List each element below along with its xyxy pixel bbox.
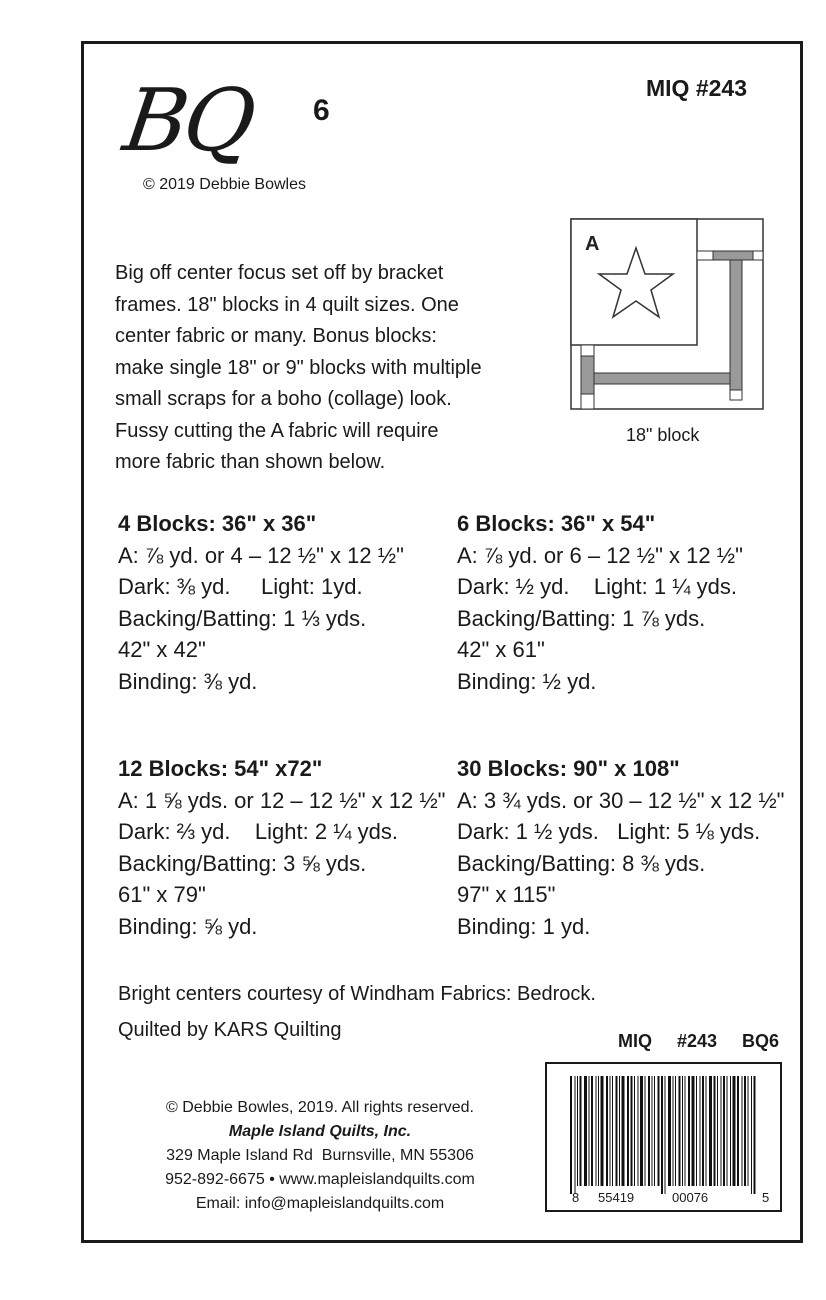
email-line: Email: info@mapleislandquilts.com xyxy=(195,1195,445,1212)
barcode-bar xyxy=(744,1076,746,1186)
size-heading: 4 Blocks: 36" x 36" xyxy=(118,511,317,536)
size-line: Binding: ½ yd. xyxy=(457,668,597,694)
quilting-credit: Quilted by KARS Quilting xyxy=(118,1019,342,1041)
barcode-bar xyxy=(665,1076,666,1194)
size-line: A: ⅞ yd. or 6 – 12 ½" x 12 ½" xyxy=(457,542,743,568)
barcode-bar xyxy=(692,1076,695,1186)
barcode-bar xyxy=(737,1076,739,1186)
publisher-address xyxy=(120,1096,520,1216)
barcode-bar xyxy=(688,1076,690,1186)
size-line: Backing/Batting: 1 ⅞ yds. xyxy=(457,605,706,631)
copyright-top: © 2019 Debbie Bowles xyxy=(143,176,306,193)
barcode-bar xyxy=(584,1076,587,1186)
fabric-credit: Bright centers courtesy of Windham Fabrics: Bedrock. xyxy=(118,983,596,1005)
barcode-bar xyxy=(638,1076,639,1186)
barcode-bar xyxy=(751,1076,752,1194)
barcode-bar xyxy=(577,1076,578,1186)
size-6-blocks xyxy=(457,508,743,697)
barcode-bar xyxy=(570,1076,572,1194)
barcode-bar xyxy=(673,1076,674,1186)
size-12-blocks xyxy=(118,753,445,942)
pattern-number-bottom: MIQ #243 BQ6 xyxy=(618,1031,780,1051)
description-line: frames. 18" blocks in 4 quilt sizes. One xyxy=(115,293,459,316)
barcode-bar xyxy=(658,1076,660,1186)
barcode-bar xyxy=(575,1076,576,1194)
barcode-bar xyxy=(706,1076,707,1186)
barcode-bar xyxy=(591,1076,593,1186)
barcode-bar xyxy=(631,1076,633,1186)
size-line: Backing/Batting: 1 ⅓ yds. xyxy=(118,605,367,631)
barcode-bar xyxy=(610,1076,611,1186)
size-line: Dark: 1 ½ yds. Light: 5 ⅛ yds. xyxy=(457,819,761,844)
brand-logo xyxy=(117,71,355,188)
barcode-bar xyxy=(606,1076,608,1186)
barcode-bar xyxy=(652,1076,653,1186)
description-line: make single 18" or 9" blocks with multiple xyxy=(115,356,482,379)
barcode-bar xyxy=(601,1076,604,1186)
size-line: A: 1 ⅝ yds. or 12 – 12 ½" x 12 ½" xyxy=(118,787,446,813)
size-line: A: 3 ¾ yds. or 30 – 12 ½" x 12 ½" xyxy=(457,787,785,813)
street-address: 329 Maple Island Rd Burnsville, MN 55306 xyxy=(166,1147,474,1164)
barcode-bar xyxy=(709,1076,712,1186)
description-line: small scraps for a boho (collage) look. xyxy=(115,388,452,410)
logo-text: BQ xyxy=(117,71,258,171)
size-line: Dark: ½ yd. Light: 1 ¼ yds. xyxy=(457,574,738,599)
barcode-bar xyxy=(619,1076,620,1186)
barcode-digits-right: 00076 xyxy=(672,1190,709,1205)
barcode-bar xyxy=(714,1076,716,1186)
description-line: Big off center focus set off by bracket xyxy=(115,262,444,284)
size-heading: 6 Blocks: 36" x 54" xyxy=(457,511,656,536)
barcode-bar xyxy=(622,1076,625,1186)
barcode-bar xyxy=(721,1076,722,1186)
barcode-bar xyxy=(596,1076,597,1186)
barcode-bar xyxy=(668,1076,671,1186)
size-line: Dark: ⅜ yd. Light: 1yd. xyxy=(118,574,363,599)
barcode-bar xyxy=(730,1076,731,1186)
barcode-digit-check: 5 xyxy=(762,1190,770,1205)
size-line: 42" x 61" xyxy=(457,637,545,662)
pattern-description xyxy=(115,258,555,479)
description-line: center fabric or many. Bonus blocks: xyxy=(115,325,437,347)
barcode-bar xyxy=(661,1076,663,1194)
size-line: A: ⅞ yd. or 4 – 12 ½" x 12 ½" xyxy=(118,542,404,568)
barcode-bar xyxy=(733,1076,736,1186)
barcode-bar xyxy=(648,1076,650,1186)
size-line: Binding: 1 yd. xyxy=(457,913,591,939)
barcode-bar xyxy=(675,1076,676,1186)
barcode-bar xyxy=(682,1076,683,1186)
barcode-bar xyxy=(612,1076,613,1186)
size-line: 42" x 42" xyxy=(118,637,206,662)
description-line: more fabric than shown below. xyxy=(115,451,386,473)
barcode-bar xyxy=(634,1076,635,1186)
barcode-bar xyxy=(702,1076,704,1186)
size-line: 97" x 115" xyxy=(457,882,556,907)
logo-superscript: 6 xyxy=(313,94,330,127)
barcode-bar xyxy=(717,1076,718,1186)
block-caption: 18" block xyxy=(626,425,700,445)
size-line: 61" x 79" xyxy=(118,882,206,907)
barcode-bar xyxy=(727,1076,728,1186)
barcode-bar xyxy=(700,1076,701,1186)
barcode-bar xyxy=(598,1076,599,1186)
block-label: A xyxy=(585,233,600,255)
barcode-bar xyxy=(640,1076,643,1186)
barcode-digits-left: 55419 xyxy=(598,1190,635,1205)
barcode-bar xyxy=(654,1076,655,1186)
block-diagram xyxy=(570,218,764,410)
barcode-bar xyxy=(645,1076,646,1186)
size-line: Backing/Batting: 3 ⅝ yds. xyxy=(118,850,367,876)
barcode-bar xyxy=(616,1076,618,1186)
size-line: Binding: ⅝ yd. xyxy=(118,913,258,939)
barcode-bars xyxy=(568,1076,763,1194)
barcode-bar xyxy=(754,1076,756,1194)
barcode-bar xyxy=(679,1076,681,1186)
barcode-bar xyxy=(742,1076,743,1186)
size-line: Binding: ⅜ yd. xyxy=(118,668,258,694)
size-line: Backing/Batting: 8 ⅜ yds. xyxy=(457,850,706,876)
size-heading: 30 Blocks: 90" x 108" xyxy=(457,756,680,781)
barcode-bar xyxy=(589,1076,590,1186)
barcode-bar xyxy=(696,1076,697,1186)
barcode-bar xyxy=(580,1076,582,1186)
size-30-blocks xyxy=(457,753,784,942)
publisher-name: Maple Island Quilts, Inc. xyxy=(228,1123,412,1140)
description-line: Fussy cutting the A fabric will require xyxy=(115,419,439,442)
barcode xyxy=(545,1062,782,1212)
barcode-bar xyxy=(723,1076,725,1186)
copyright-line: © Debbie Bowles, 2019. All rights reserved. xyxy=(166,1099,474,1116)
phone-web: 952-892-6675 • www.mapleislandquilts.com xyxy=(165,1171,475,1188)
barcode-digit-lead: 8 xyxy=(572,1190,580,1205)
pattern-number: MIQ #243 xyxy=(646,75,747,101)
size-heading: 12 Blocks: 54" x72" xyxy=(118,756,323,781)
barcode-bar xyxy=(685,1076,686,1186)
size-line: Dark: ⅔ yd. Light: 2 ¼ yds. xyxy=(118,819,399,844)
barcode-bar xyxy=(748,1076,749,1186)
size-4-blocks xyxy=(118,508,404,697)
barcode-bar xyxy=(627,1076,629,1186)
